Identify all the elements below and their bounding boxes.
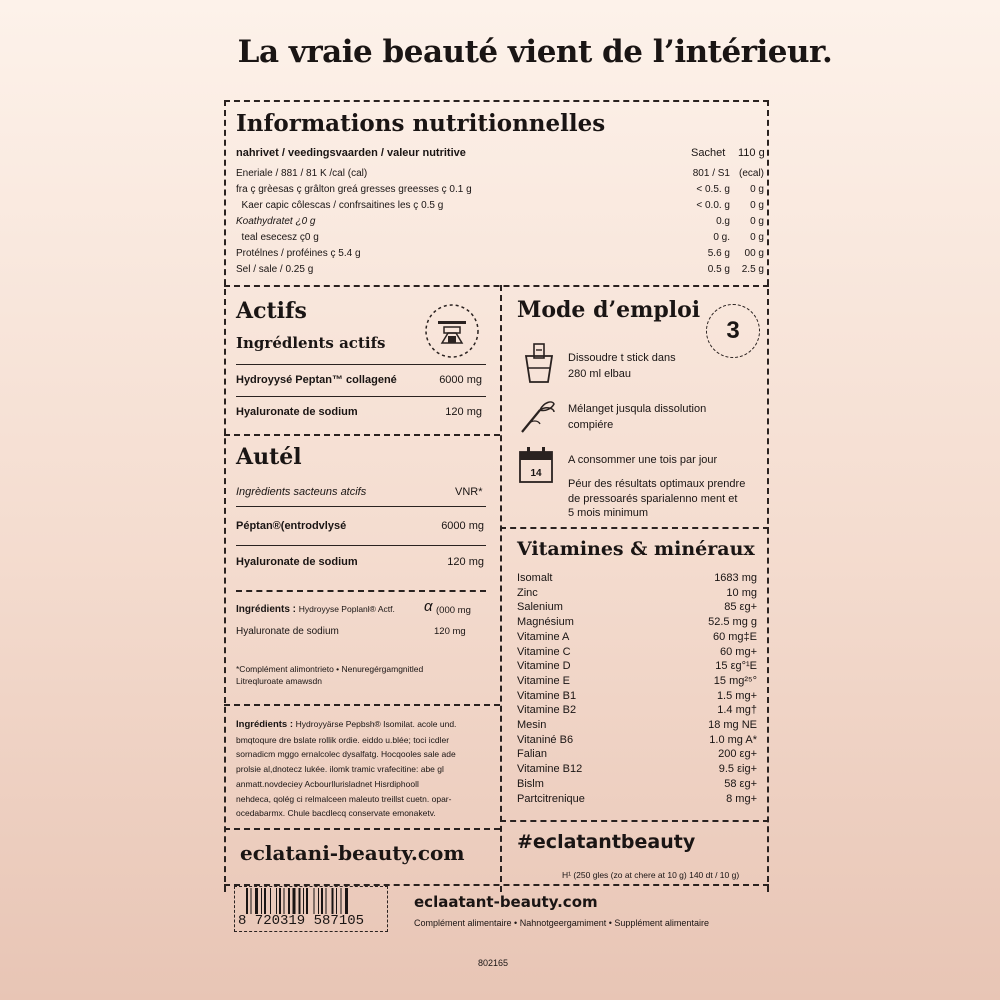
vitamin-value: 1.4 mg†: [717, 704, 757, 717]
vitamin-name: Salenium: [517, 601, 563, 614]
divider: [500, 820, 769, 822]
hashtag: #eclatantbeauty: [517, 831, 696, 853]
vitamin-value: 9.5 εig+: [718, 763, 757, 776]
nutrition-value: 0 g: [750, 232, 764, 243]
website-bottom: eclaatant-beauty.com: [414, 893, 598, 911]
vitamin-name: Partcitrenique: [517, 792, 585, 805]
vitamin-row: [517, 719, 757, 731]
vitamin-value: 8 mg+: [726, 792, 757, 805]
vitamin-value: 200 εg+: [718, 748, 757, 761]
barcode-bar: [288, 888, 290, 914]
vitamin-name: Isomalt: [517, 572, 553, 584]
step-count-badge: 3: [706, 304, 760, 358]
barcode-bar: [264, 888, 266, 914]
nutrition-value: 0 g.: [713, 232, 730, 243]
note-line: 5 mois minimum: [568, 507, 649, 519]
vitamin-value: 1.0 mg A*: [709, 733, 757, 746]
barcode-bar: [251, 888, 252, 914]
barcode-bar: [299, 888, 301, 914]
mode-title: Mode d’emploi: [517, 297, 701, 323]
vitamin-name: Zinc: [517, 586, 538, 599]
barcode-bar: [345, 888, 348, 914]
vitamin-name: Mesin: [517, 719, 547, 731]
ingredients-label: Ingrédients :: [236, 719, 294, 730]
barcode-bar: [261, 888, 262, 914]
nutrition-row: [236, 248, 764, 259]
barcode-bar: [270, 888, 271, 914]
barcode-bar: [255, 888, 258, 914]
vitamin-row: [517, 646, 757, 658]
divider: [224, 434, 500, 436]
website-left: eclatani-beauty.com: [240, 841, 465, 865]
barcode-icon: [244, 888, 384, 914]
vitamin-row: [517, 616, 757, 628]
divider: [500, 527, 769, 529]
vitamin-name: Vitamine B2: [517, 704, 577, 717]
divider: [236, 364, 486, 365]
nutrition-subtitle: nahrivet / veedingsvaarden / valeur nutritive: [236, 147, 466, 159]
ingredients-text: prolsie al,dnotecz lukée. ilomk tramic vrafecitine: abe gl: [236, 764, 444, 775]
step-text: compiére: [568, 419, 614, 431]
barcode-bar: [246, 888, 248, 914]
headline: La vraie beauté vient de l’intérieur.: [237, 34, 833, 70]
autel-name: Hyaluronate de sodium: [236, 556, 358, 568]
nutrition-value: 0 g: [750, 200, 764, 211]
nutrition-label: Koathydratet ¿0 g: [236, 216, 316, 227]
ingredients-block: [236, 717, 492, 821]
vitamin-value: 15 εg°¹E: [715, 660, 757, 673]
barcode-bar: [293, 888, 296, 914]
nutrition-title: Informations nutritionnelles: [236, 110, 606, 137]
barcode-bar: [318, 888, 319, 914]
nutrition-value: 0 g: [750, 184, 764, 195]
barcode-bar: [336, 888, 337, 914]
vitamin-value: 18 mg NE: [708, 719, 757, 731]
autel-value: 120 mg: [447, 556, 484, 568]
step-3-text: A consommer une tois par jour: [568, 454, 718, 466]
actif-name: Hyaluronate de sodium: [236, 406, 358, 418]
vitamin-value: 1683 mg: [714, 572, 757, 584]
nutrition-value: < 0.0. g: [696, 200, 730, 211]
barcode-bar: [276, 888, 277, 914]
ingredients-text: Hydroyyärse Pepbsh® Isomilat. acole und.: [295, 719, 457, 729]
ingredients-text: nehdeca, qolég ci relmalceen maleuto treillst cuetn. opar-: [236, 793, 452, 804]
vitamin-row: [517, 778, 757, 790]
note-line: Péur des résultats optimaux prendre: [568, 478, 746, 490]
vitamin-name: Vitaniné B6: [517, 733, 574, 746]
barcode-bar: [321, 888, 323, 914]
nutrition-row: [236, 216, 764, 227]
step-2-text: [568, 401, 706, 433]
nutrition-label: Kaer capic côlescas / confrsaitines les ç 0.5 g: [236, 200, 444, 211]
nutrition-row: [236, 184, 764, 195]
vitamin-row: [517, 763, 757, 775]
barcode-bar: [326, 888, 327, 914]
ingredients-label: Ingrédients :: [236, 604, 297, 615]
vitamin-row: [517, 690, 757, 702]
vitamin-name: Vitamine B12: [517, 763, 583, 776]
divider: [236, 506, 486, 507]
barcode-bar: [279, 888, 281, 914]
vitamin-name: Falian: [517, 748, 547, 761]
nutrition-label: Sel / sale / 0.25 g: [236, 264, 314, 275]
footnote: *Complément alimontrieto • Nenuregérgamgnitled: [236, 664, 424, 674]
ingredients-item: Hyaluronate de sodium: [236, 626, 339, 637]
vitamin-value: 85 εg+: [724, 601, 757, 614]
vitamin-row: [517, 748, 757, 760]
actifs-title: Actifs: [236, 298, 307, 324]
autel-name: Péptan®(entrodvlysé: [236, 520, 347, 532]
step-text: 280 ml elbau: [568, 368, 631, 380]
nutrition-value: 00 g: [744, 248, 764, 259]
barcode-bar: [303, 888, 304, 914]
nutrition-row: [236, 168, 764, 179]
ingredients-text: anmatt.novdeciey Acbourllurisladnet Hisrdiphooll: [236, 778, 419, 789]
calendar-icon: [518, 446, 554, 484]
actif-row: [236, 406, 482, 418]
autel-ingredients-line: [236, 604, 395, 615]
vitamin-value: 1.5 mg+: [716, 689, 757, 702]
ingredients-text: ocedabarmx. Chule bacdlecq conservate emonaketv.: [236, 808, 436, 819]
ingredients-text: bmqtoqure dre bslate rollik ordie. eiddo u.blée; toci icdler: [236, 734, 450, 745]
autel-title: Autél: [236, 444, 302, 470]
hashtag-note: H¹ (250 gles (zo at chere at 10 g) 140 dt / 10 g): [562, 870, 740, 880]
note-line: de pressoarés sparialenno ment et: [568, 492, 738, 505]
ingredients-item: Hydroyyse Poplanl® Actf.: [298, 604, 395, 614]
nutrition-col-value: 110 g: [738, 147, 765, 159]
whisk-icon: [518, 394, 558, 436]
panel-left-border: [224, 100, 226, 892]
vitamin-value: 10 mg: [726, 586, 757, 599]
vitamin-row: [517, 572, 757, 584]
vitamin-name: Magnésium: [517, 616, 574, 629]
nutrition-value: 5.6 g: [707, 248, 730, 259]
nutrition-value: < 0.5. g: [696, 184, 730, 195]
autel-subtitle: Ingrèdients sacteuns atcifs: [236, 486, 367, 498]
panel-top-border: [224, 100, 769, 102]
alpha-symbol: α: [424, 598, 433, 615]
nutrition-row: [236, 200, 764, 211]
divider: [236, 396, 486, 397]
actif-value: 6000 mg: [439, 374, 482, 386]
nutrition-row: [236, 232, 764, 243]
vitamin-row: [517, 631, 757, 643]
panel-right-border: [767, 100, 769, 892]
nutrition-value: 801 / S1: [692, 168, 730, 179]
divider: [236, 590, 486, 592]
divider: [224, 704, 500, 706]
autel-row: [236, 556, 484, 568]
vitamin-value: 60 mg+: [720, 645, 757, 658]
ingredients-value: 120 mg: [434, 626, 466, 637]
vitamin-row: [517, 793, 757, 805]
ingredients-value: (000 mg: [436, 605, 471, 616]
actif-name: Hydroyysé Peptan™ collagené: [236, 374, 397, 386]
barcode-bar: [284, 888, 285, 914]
hourglass-icon: [424, 303, 480, 359]
column-divider: [500, 285, 502, 892]
barcode-bar: [341, 888, 342, 914]
barcode-bar: [314, 888, 315, 914]
vitamin-name: Vitamine E: [517, 674, 570, 687]
lot-code: 802165: [478, 958, 509, 968]
vitamin-value: 58 εg+: [724, 777, 757, 790]
nutrition-row: [236, 264, 764, 275]
glass-icon: [520, 342, 556, 384]
divider: [224, 285, 769, 287]
nutrition-label: Eneriale / 881 / 81 K /cal (cal): [236, 168, 368, 179]
autel-value: 6000 mg: [441, 520, 484, 532]
vitamin-row: [517, 704, 757, 716]
nutrition-label: teal esecesz ç0 g: [236, 232, 319, 243]
vitamin-name: Vitamine A: [517, 630, 570, 643]
vnr-label: VNR*: [455, 486, 483, 498]
step-text: Mélanget jusqula dissolution: [568, 403, 707, 415]
ingredients-text: sornadicm mggo ernalcolec dysalfatg. Hocqooles sale ade: [236, 749, 456, 760]
nutrition-value: 0.5 g: [707, 264, 730, 275]
divider: [236, 545, 486, 546]
actifs-subtitle: Ingrédlents actifs: [236, 334, 386, 352]
vitamins-title: Vitamines & minéraux: [517, 538, 755, 560]
vitamin-name: Vitamine D: [517, 660, 571, 673]
vitamin-row: [517, 734, 757, 746]
vitamin-value: 52.5 mg g: [708, 616, 757, 629]
divider: [224, 828, 500, 830]
nutrition-label: fra ç grèesas ç grâlton greá gresses greesses ç 0.1 g: [236, 184, 472, 195]
calendar-day: 14: [530, 468, 542, 479]
vitamin-row: [517, 587, 757, 599]
vitamin-name: Vitamine C: [517, 645, 571, 658]
vitamin-value: 15 mg²⁵°: [713, 674, 757, 687]
nutrition-value: 0.g: [716, 216, 730, 227]
barcode-bar: [332, 888, 334, 914]
nutrition-label: Protélnes / proféines ç 5.4 g: [236, 248, 361, 259]
nutrition-value: 2.5 g: [741, 264, 764, 275]
nutrition-col-label: Sachet: [691, 147, 726, 159]
vitamin-value: 60 mg‡E: [712, 630, 757, 643]
step-text: Dissoudre t stick dans: [568, 352, 676, 364]
barcode-number: 8 720319 587105: [238, 913, 365, 929]
vitamin-name: Vitamine B1: [517, 689, 577, 702]
actif-value: 120 mg: [445, 406, 482, 418]
bottom-line: Complément alimentaire • Nahnotgeergamiment • Supplément alimentaire: [414, 918, 709, 928]
step-1-text: [568, 350, 676, 382]
vitamin-name: Bislm: [517, 777, 544, 790]
mode-note: [568, 477, 745, 521]
footnote: Litreqluroate amawsdn: [236, 676, 322, 686]
vitamin-row: [517, 660, 757, 672]
nutrition-value: (ecal): [738, 168, 764, 179]
barcode-bar: [306, 888, 308, 914]
nutrition-value: 0 g: [750, 216, 764, 227]
autel-row: [236, 520, 484, 532]
actif-row: [236, 374, 482, 386]
vitamin-row: [517, 675, 757, 687]
vitamin-row: [517, 601, 757, 613]
